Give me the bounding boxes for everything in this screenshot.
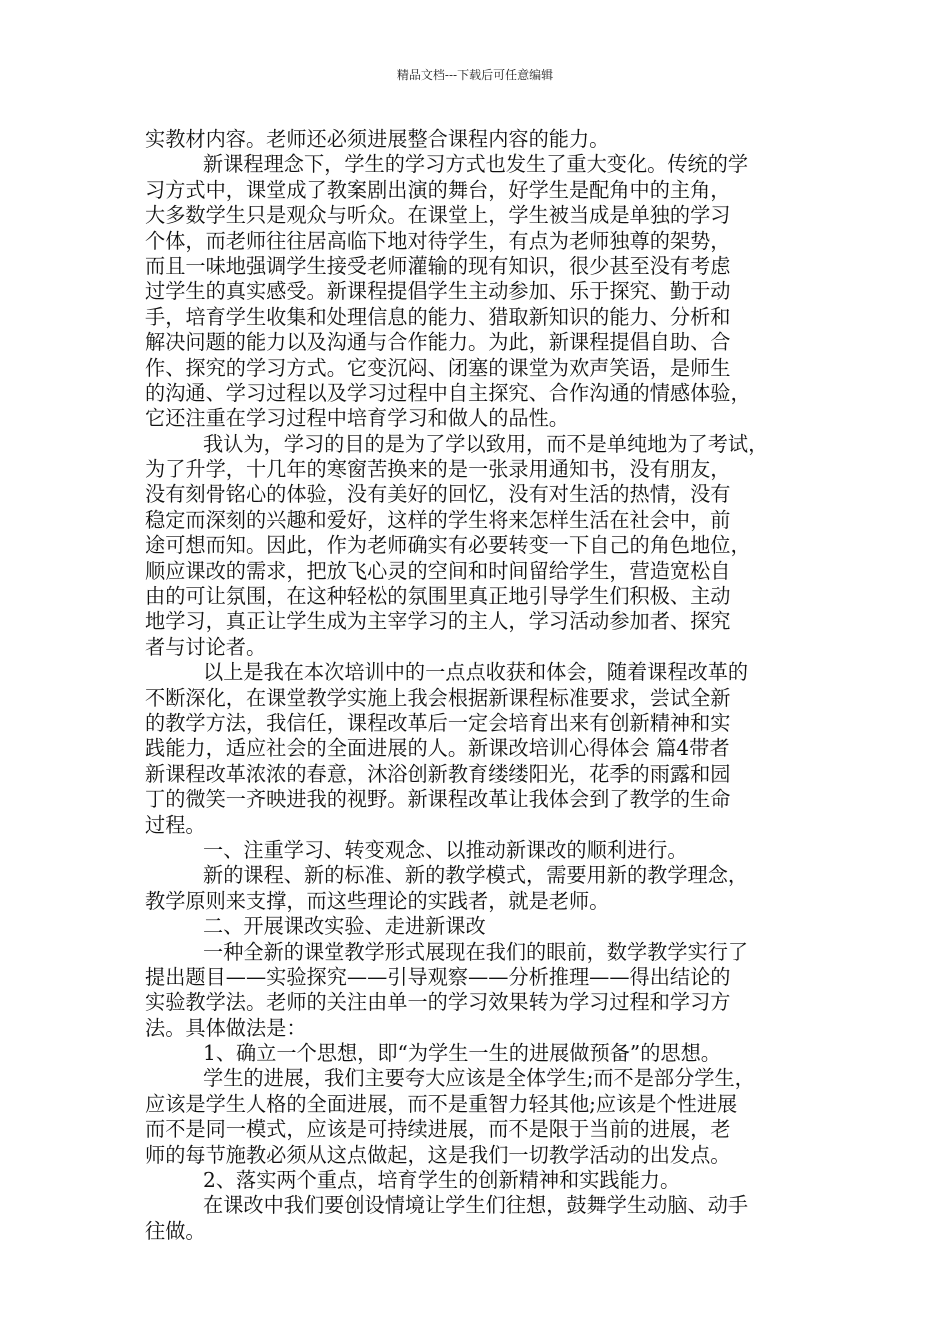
text-line: 作、探究的学习方式。它变沉闷、闭塞的课堂为欢声笑语，是师生: [145, 355, 731, 380]
text-line: 师的每节施教必须从这点做起，这是我们一切教学活动的出发点。: [145, 1142, 731, 1167]
text-line: 往做。: [145, 1218, 206, 1243]
text-line: 由的可让氛围，在这种轻松的氛围里真正地引导学生们积极、主动: [145, 584, 731, 609]
text-line: 不断深化，在课堂教学实施上我会根据新课程标准要求，尝试全新: [145, 685, 731, 710]
text-line: 解决问题的能力以及沟通与合作能力。为此，新课程提倡自助、合: [145, 330, 731, 355]
text-line: 丁的微笑一齐映进我的视野。新课程改革让我体会到了教学的生命: [145, 787, 731, 812]
text-line: 途可想而知。因此，作为老师确实有必要转变一下自己的角色地位，: [145, 533, 751, 558]
text-line: 者与讨论者。: [145, 634, 267, 659]
text-line: 的教学方法，我信任，课程改革后一定会培育出来有创新精神和实: [145, 710, 731, 735]
text-line: 2、落实两个重点，培育学生的创新精神和实践能力。: [203, 1168, 681, 1193]
text-line: 而且一味地强调学生接受老师灌输的现有知识，很少甚至没有考虑: [145, 253, 731, 278]
text-line: 新课程理念下，学生的学习方式也发生了重大变化。传统的学: [203, 152, 749, 177]
text-line: 一种全新的课堂教学形式展现在我们的眼前，数学教学实行了: [203, 939, 749, 964]
text-line: 地学习，真正让学生成为主宰学习的主人，学习活动参加者、探究: [145, 609, 731, 634]
text-line: 提出题目——实验探究——引导观察——分析推理——得出结论的: [145, 964, 731, 989]
text-line: 二、开展课改实验、走进新课改: [203, 914, 486, 939]
text-line: 稳定而深刻的兴趣和爱好，这样的学生将来怎样生活在社会中，前: [145, 507, 731, 532]
text-line: 为了升学，十几年的寒窗苦换来的是一张录用通知书，没有朋友，: [145, 457, 731, 482]
text-line: 它还注重在学习过程中培育学习和做人的品性。: [145, 406, 569, 431]
text-line: 新课程改革浓浓的春意，沐浴创新教育缕缕阳光，花季的雨露和园: [145, 761, 731, 786]
text-line: 个体，而老师往往居高临下地对待学生，有点为老师独尊的架势，: [145, 228, 731, 253]
text-line: 大多数学生只是观众与听众。在课堂上，学生被当成是单独的学习: [145, 203, 731, 228]
text-line: 以上是我在本次培训中的一点点收获和体会，随着课程改革的: [203, 660, 749, 685]
text-line: 法。具体做法是：: [145, 1015, 307, 1040]
text-line: 1、确立一个思想，即“为学生一生的进展做预备”的思想。: [203, 1041, 721, 1066]
text-line: 而不是同一模式，应该是可持续进展，而不是限于当前的进展，老: [145, 1117, 731, 1142]
text-line: 我认为，学习的目的是为了学以致用，而不是单纯地为了考试，: [203, 431, 769, 456]
text-line: 在课改中我们要创设情境让学生们往想，鼓舞学生动脑、动手: [203, 1193, 749, 1218]
text-line: 新的课程、新的标准、新的教学模式，需要用新的教学理念，: [203, 863, 749, 888]
text-line: 一、注重学习、转变观念、以推动新课改的顺利进行。: [203, 837, 688, 862]
text-line: 实教材内容。老师还必须进展整合课程内容的能力。: [145, 127, 610, 151]
text-line: 教学原则来支撑，而这些理论的实践者，就是老师。: [145, 888, 610, 913]
text-line: 习方式中，课堂成了教案剧出演的舞台，好学生是配角中的主角，: [145, 177, 731, 202]
text-line: 的沟通、学习过程以及学习过程中自主探究、合作沟通的情感体验，: [145, 380, 751, 405]
text-line: 实验教学法。老师的关注由单一的学习效果转为学习过程和学习方: [145, 990, 731, 1015]
text-line: 应该是学生人格的全面进展，而不是重智力轻其他;应该是个性进展: [145, 1091, 738, 1116]
document-body: [145, 127, 815, 1244]
text-line: 顺应课改的需求，把放飞心灵的空间和时间留给学生，营造宽松自: [145, 558, 731, 583]
text-line: 学生的进展，我们主要夸大应该是全体学生;而不是部分学生，: [203, 1066, 755, 1091]
text-line: 过学生的真实感受。新课程提倡学生主动参加、乐于探究、勤于动: [145, 279, 731, 304]
text-line: 没有刻骨铭心的体验，没有美好的回忆，没有对生活的热情，没有: [145, 482, 731, 507]
page-header: 精品文档---下载后可任意编辑: [396, 68, 554, 82]
text-line: 过程。: [145, 812, 206, 837]
text-line: 手，培育学生收集和处理信息的能力、猎取新知识的能力、分析和: [145, 304, 731, 329]
text-line: 践能力，适应社会的全面进展的人。新课改培训心得体会 篇4带者: [145, 736, 730, 761]
